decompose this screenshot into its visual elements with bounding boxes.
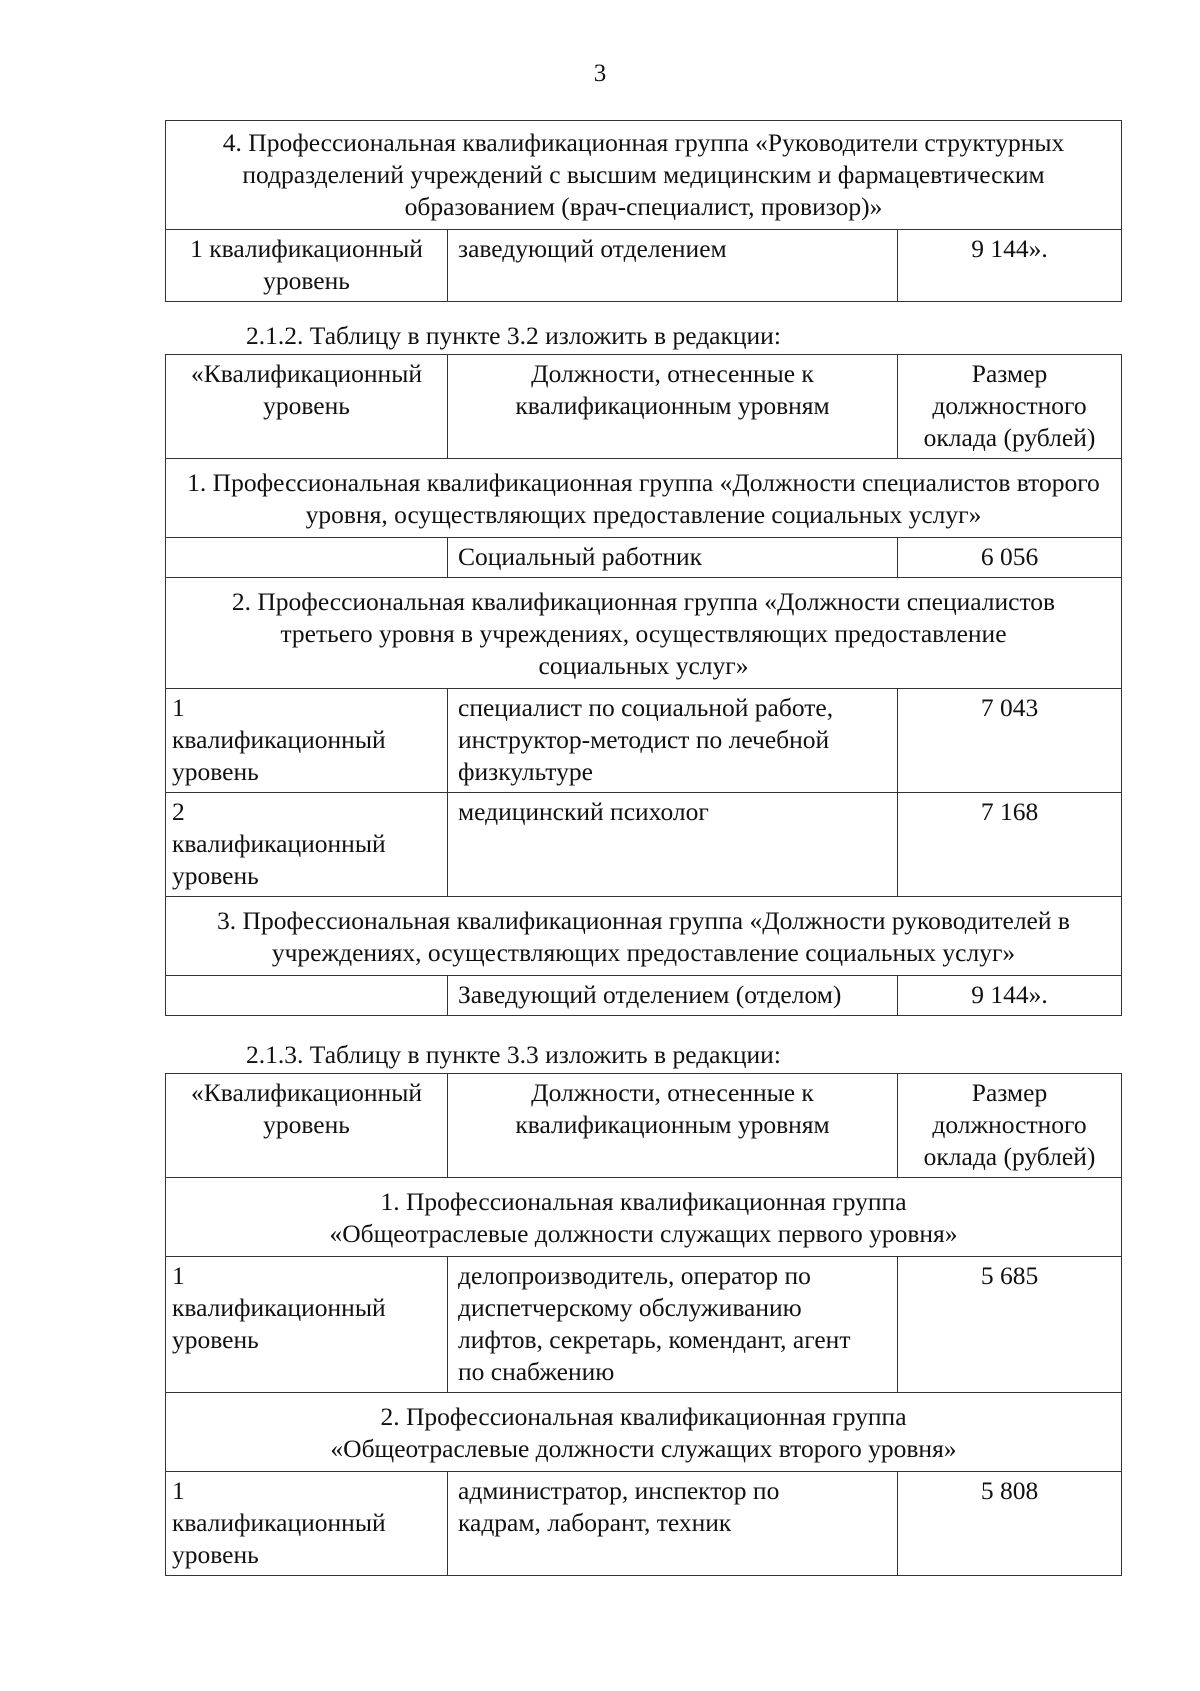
position-cell: Социальный работник <box>448 538 898 578</box>
page-number: 3 <box>593 60 607 87</box>
position-cell: заведующий отделением <box>448 230 898 302</box>
header-level: «Квалификационный уровень <box>166 355 448 459</box>
table-3-2 <box>165 354 1122 1016</box>
group-row <box>166 1178 1122 1257</box>
table-3-3 <box>165 1073 1122 1576</box>
group-title: 2. Профессиональная квалификационная группа «Должности специалистов третьего уровня в учреждениях, осуществляющих предоставление социальных услуг» <box>166 578 1122 689</box>
group-row <box>166 121 1122 230</box>
level-cell: 1 квалификационный уровень <box>166 689 448 793</box>
table-row <box>166 793 1122 897</box>
level-cell: 2 квалификационный уровень <box>166 793 448 897</box>
header-row <box>166 355 1122 459</box>
group-title: 4. Профессиональная квалификационная группа «Руководители структурных подразделений учреждений с высшим медицинским и фармацевтическим образованием (врач-специалист, провизор)» <box>166 121 1122 230</box>
header-positions: Должности, отнесенные к квалификационным уровням <box>448 1074 898 1178</box>
group-row <box>166 578 1122 689</box>
header-row <box>166 1074 1122 1178</box>
header-positions: Должности, отнесенные к квалификационным уровням <box>448 355 898 459</box>
table-row <box>166 1472 1122 1576</box>
salary-cell: 7 043 <box>898 689 1122 793</box>
table-row <box>166 1257 1122 1393</box>
position-cell: медицинский психолог <box>448 793 898 897</box>
group-title: 1. Профессиональная квалификационная группа «Должности специалистов второго уровня, осуществляющих предоставление социальных услуг» <box>166 459 1122 538</box>
salary-cell: 9 144». <box>898 976 1122 1016</box>
level-cell <box>166 538 448 578</box>
position-cell: Заведующий отделением (отделом) <box>448 976 898 1016</box>
group-row <box>166 1393 1122 1472</box>
level-cell: 1 квалификационный уровень <box>166 1257 448 1393</box>
table-row <box>166 538 1122 578</box>
group-title: 2. Профессиональная квалификационная группа «Общеотраслевые должности служащих второго уровня» <box>166 1393 1122 1472</box>
paragraph-2-1-2: 2.1.2. Таблицу в пункте 3.2 изложить в редакции: <box>246 321 781 350</box>
group-row <box>166 459 1122 538</box>
header-level: «Квалификационный уровень <box>166 1074 448 1178</box>
header-salary: Размер должностного оклада (рублей) <box>898 355 1122 459</box>
table-row <box>166 689 1122 793</box>
position-cell: делопроизводитель, оператор по диспетчерскому обслуживанию лифтов, секретарь, комендант, агент по снабжению <box>448 1257 898 1393</box>
header-salary: Размер должностного оклада (рублей) <box>898 1074 1122 1178</box>
paragraph-2-1-3: 2.1.3. Таблицу в пункте 3.3 изложить в редакции: <box>246 1040 781 1069</box>
position-cell: специалист по социальной работе, инструктор-методист по лечебной физкультуре <box>448 689 898 793</box>
salary-cell: 7 168 <box>898 793 1122 897</box>
table-row <box>166 976 1122 1016</box>
level-cell: 1 квалификационный уровень <box>166 230 448 302</box>
salary-cell: 6 056 <box>898 538 1122 578</box>
group-row <box>166 897 1122 976</box>
position-cell: администратор, инспектор по кадрам, лаборант, техник <box>448 1472 898 1576</box>
level-cell: 1 квалификационный уровень <box>166 1472 448 1576</box>
salary-cell: 5 685 <box>898 1257 1122 1393</box>
group-title: 3. Профессиональная квалификационная группа «Должности руководителей в учреждениях, осуществляющих предоставление социальных услуг» <box>166 897 1122 976</box>
salary-cell: 9 144». <box>898 230 1122 302</box>
salary-cell: 5 808 <box>898 1472 1122 1576</box>
table-row <box>166 230 1122 302</box>
level-cell <box>166 976 448 1016</box>
group-title: 1. Профессиональная квалификационная группа «Общеотраслевые должности служащих первого уровня» <box>166 1178 1122 1257</box>
table-continuation <box>165 120 1122 302</box>
